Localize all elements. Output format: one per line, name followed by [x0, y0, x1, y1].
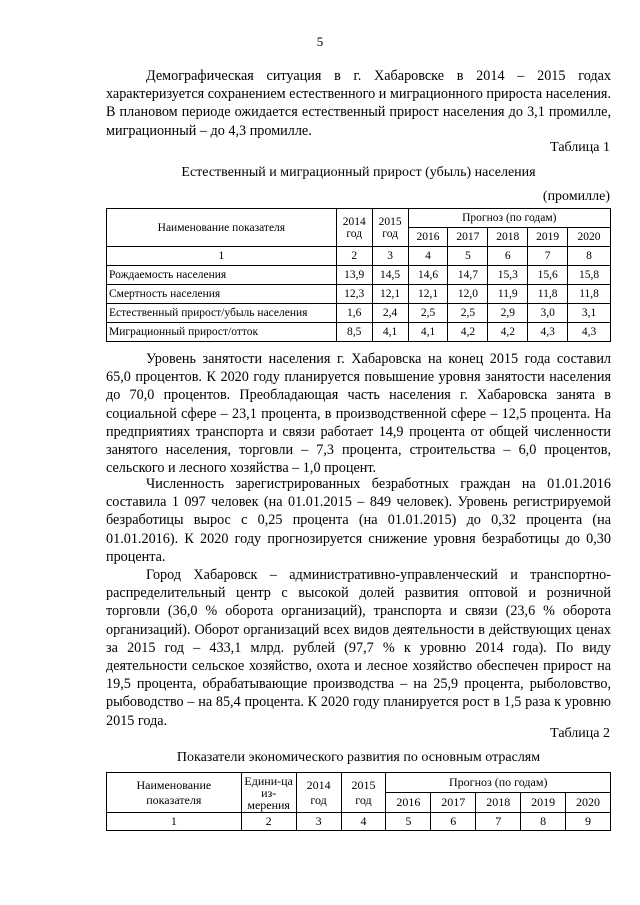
table-cell: 13,9 — [336, 266, 372, 285]
table-cell: 4,1 — [408, 323, 448, 342]
table-cell: 12,1 — [408, 285, 448, 304]
table-cell: 1,6 — [336, 304, 372, 323]
table2-year: 2020 — [566, 793, 611, 813]
row-label: Миграционный прирост/отток — [107, 323, 337, 342]
table-cell: 11,8 — [528, 285, 568, 304]
table-cell: 12,0 — [448, 285, 488, 304]
table1-year: 2018 — [488, 228, 528, 247]
table-cell: 4,2 — [488, 323, 528, 342]
table1-index-cell: 7 — [528, 247, 568, 266]
table2-index-cell: 6 — [431, 813, 476, 831]
table2-header-unit: Едини-ца из-мерения — [241, 773, 296, 813]
table1-label: Таблица 1 — [550, 140, 610, 155]
table-cell: 4,2 — [448, 323, 488, 342]
table-cell: 15,3 — [488, 266, 528, 285]
table-cell: 2,4 — [372, 304, 408, 323]
table1-index-cell: 1 — [107, 247, 337, 266]
table-row — [107, 266, 611, 285]
table-cell: 12,3 — [336, 285, 372, 304]
table2-year: 2016 — [386, 793, 431, 813]
table1-index-cell: 6 — [488, 247, 528, 266]
table1 — [106, 208, 611, 342]
table-cell: 2,5 — [408, 304, 448, 323]
table1-header-2014: 2014 год — [336, 209, 372, 247]
table1-index-cell: 2 — [336, 247, 372, 266]
row-label: Рождаемость населения — [107, 266, 337, 285]
table-cell: 8,5 — [336, 323, 372, 342]
table1-unit: (промилле) — [542, 189, 610, 204]
table1-year: 2016 — [408, 228, 448, 247]
page-number: 5 — [316, 34, 324, 49]
paragraph-employment: Уровень занятости населения г. Хабаровска на конец 2015 года составил 65,0 процентов. К 2020 году планируется повышение уровня занятости населения до 70,0 процентов. Преобладающая часть населения г. Хабаровска занята в социальной сфере – 23,1 процента, в производственной сфере – 12,5 процента. На предприятиях транспорта и связи работает 14,9 процента от общей численности занятого населения, торговли – 7,3 процента, строительства – 6,0 процентов, сельского и лесного хозяйства – 1,0 процент. — [106, 351, 611, 477]
row-label: Смертность населения — [107, 285, 337, 304]
table-row — [107, 285, 611, 304]
paragraph-economy: Город Хабаровск – административно-управленческий и транспортно-распределительный центр с высокой долей развития оптовой и розничной торговли (36,0 % оборота организаций), транспорта и связи (23,6 % оборота организаций). Оборот организаций всех видов деятельности в действующих ценах за 2015 год – 433,1 млрд. рублей (97,7 % к уровню 2014 года). По виду деятельности сельское хозяйство, охота и лесное хозяйство обеспечен прирост на 19,5 процента, обрабатывающие производства – на 25,9 процента, рыболовство, рыбоводство – на 85,4 процента. К 2020 году планируется рост в 1,5 раза к уровню 2015 года. — [106, 567, 611, 729]
table1-year: 2017 — [448, 228, 488, 247]
table-cell: 4,3 — [568, 323, 611, 342]
table2-index-cell: 8 — [521, 813, 566, 831]
table-cell: 4,3 — [528, 323, 568, 342]
table1-index-cell: 8 — [568, 247, 611, 266]
table1-index-row — [107, 247, 611, 266]
table1-header-forecast: Прогноз (по годам) — [408, 209, 610, 228]
table-cell: 2,5 — [448, 304, 488, 323]
table1-index-cell: 3 — [372, 247, 408, 266]
table2-index-cell: 3 — [296, 813, 341, 831]
table2-year: 2019 — [521, 793, 566, 813]
row-label: Естественный прирост/убыль населения — [107, 304, 337, 323]
table1-header-2015: 2015 год — [372, 209, 408, 247]
table1-header-name: Наименование показателя — [107, 209, 337, 247]
table-cell: 12,1 — [372, 285, 408, 304]
table-cell: 4,1 — [372, 323, 408, 342]
table2-header-2015: 2015 год — [341, 773, 386, 813]
table-row — [107, 323, 611, 342]
table2-header-name: Наименование показателя — [107, 773, 242, 813]
table2-year: 2018 — [476, 793, 521, 813]
table2-title: Показатели экономического развития по основным отраслям — [176, 750, 541, 765]
table-cell: 11,9 — [488, 285, 528, 304]
table1-year: 2020 — [568, 228, 611, 247]
table1-year: 2019 — [528, 228, 568, 247]
table-cell: 15,6 — [528, 266, 568, 285]
table2-header-2014: 2014 год — [296, 773, 341, 813]
table-cell: 3,0 — [528, 304, 568, 323]
table2-index-row — [107, 813, 611, 831]
table-cell: 11,8 — [568, 285, 611, 304]
paragraph-unemployment: Численность зарегистрированных безработных граждан на 01.01.2016 составила 1 097 человек (на 01.01.2015 – 849 человек). Уровень регистрируемой безработицы вырос с 0,25 процента (на 01.01.2015) до 0,32 процента (на 01.01.2016). К 2020 году прогнозируется снижение уровня безработицы до 0,30 процента. — [106, 476, 611, 565]
table1-index-cell: 4 — [408, 247, 448, 266]
table-cell: 2,9 — [488, 304, 528, 323]
table1-title: Естественный и миграционный прирост (убыль) населения — [181, 165, 536, 180]
table1-index-cell: 5 — [448, 247, 488, 266]
table-cell: 15,8 — [568, 266, 611, 285]
table2-label: Таблица 2 — [550, 726, 610, 741]
table2-index-cell: 9 — [566, 813, 611, 831]
table2-header-forecast: Прогноз (по годам) — [386, 773, 611, 793]
table2-index-cell: 4 — [341, 813, 386, 831]
table2-index-cell: 2 — [241, 813, 296, 831]
table-row — [107, 304, 611, 323]
table2-year: 2017 — [431, 793, 476, 813]
table-cell: 14,6 — [408, 266, 448, 285]
table-cell: 14,5 — [372, 266, 408, 285]
table2-index-cell: 7 — [476, 813, 521, 831]
table-cell: 3,1 — [568, 304, 611, 323]
table2 — [106, 772, 611, 831]
table2-index-cell: 1 — [107, 813, 242, 831]
table2-index-cell: 5 — [386, 813, 431, 831]
paragraph-demography: Демографическая ситуация в г. Хабаровске в 2014 – 2015 годах характеризуется сохранением естественного и миграционного прироста населения. В плановом периоде ожидается естественный прирост населения до 3,1 промилле, миграционный – до 4,3 промилле. — [106, 68, 611, 139]
table-cell: 14,7 — [448, 266, 488, 285]
